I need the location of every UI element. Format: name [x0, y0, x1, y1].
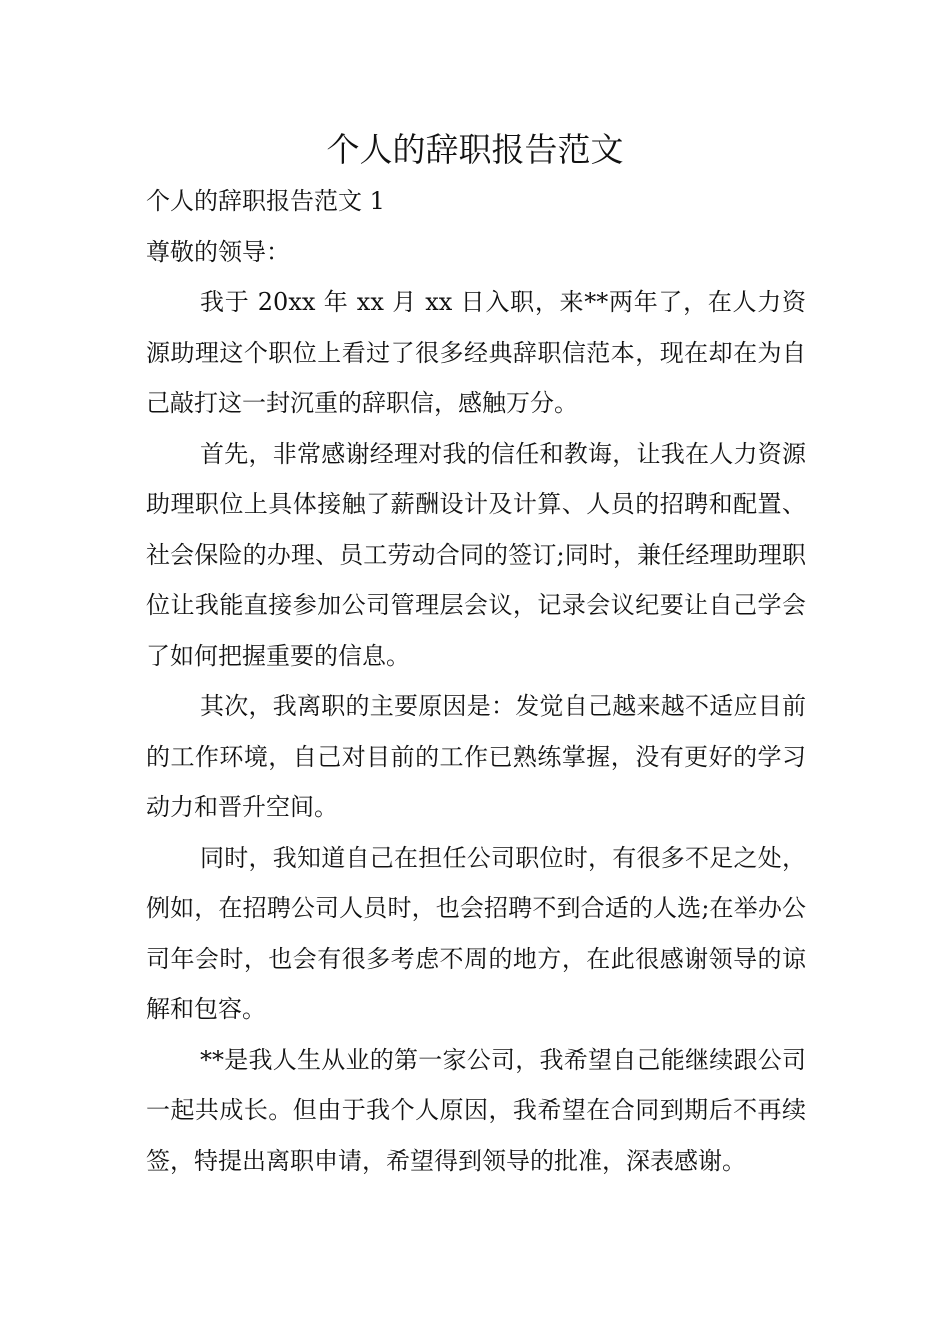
paragraph-5: **是我人生从业的第一家公司，我希望自己能继续跟公司一起共成长。但由于我个人原因，我希望在合同到期后不再续签，特提出离职申请，希望得到领导的批准，深表感谢。: [146, 1045, 806, 1175]
paragraph-3: 其次，我离职的主要原因是：发觉自己越来越不适应目前的工作环境，自己对目前的工作已熟练掌握，没有更好的学习动力和晋升空间。: [146, 692, 806, 821]
document-title: 个人的辞职报告范文: [326, 130, 624, 169]
paragraph-2: 首先，非常感谢经理对我的信任和教诲，让我在人力资源助理职位上具体接触了薪酬设计及计算、人员的招聘和配置、社会保险的办理、员工劳动合同的签订;同时，兼任经理助理职位让我能直接参加公司管理层会议，记录会议纪要让自己学会了如何把握重要的信息。: [146, 439, 806, 670]
paragraph-1: 我于 20xx 年 xx 月 xx 日入职，来**两年了，在人力资源助理这个职位上看过了很多经典辞职信范本，现在却在为自己敲打这一封沉重的辞职信，感触万分。: [146, 288, 806, 417]
document-body: [146, 176, 806, 1186]
paragraph-4: 同时，我知道自己在担任公司职位时，有很多不足之处，例如，在招聘公司人员时，也会招聘不到合适的人选;在举办公司年会时，也会有很多考虑不周的地方，在此很感谢领导的谅解和包容。: [146, 843, 806, 1023]
salutation: 尊敬的领导：: [146, 237, 290, 266]
document-subtitle: 个人的辞职报告范文 1: [146, 187, 385, 215]
